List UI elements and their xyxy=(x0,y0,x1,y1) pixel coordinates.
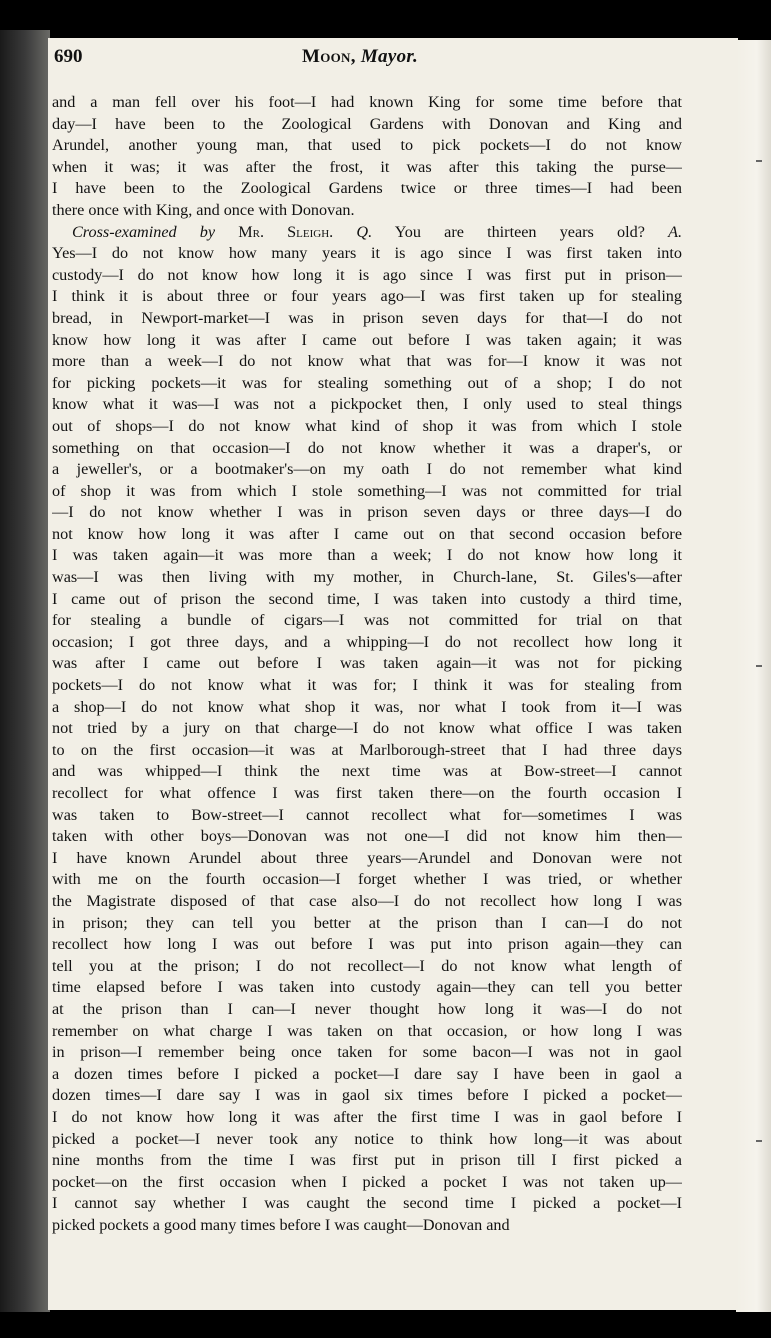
text-line: occasion; I got three days, and a whipping—I do not recollect how long it xyxy=(52,632,682,651)
counsel-name: Mr. Sleigh. xyxy=(238,222,334,241)
text-line: taken with other boys—Donovan was not one—I did not know him then— xyxy=(52,827,682,846)
text-line: I do not know how long it was after the first time I was in gaol before I xyxy=(52,1107,682,1126)
text-line: Yes—I do not know how many years it is ago since I was first taken into xyxy=(52,244,682,263)
text-line: know how long it was after I came out before I was taken again; it was xyxy=(52,330,682,349)
text-line: a dozen times before I picked a pocket—I dare say I have been in gaol a xyxy=(52,1064,682,1083)
page-number: 690 xyxy=(54,46,83,67)
text-line: I have been to the Zoological Gardens twice or three times—I had been xyxy=(52,179,682,198)
testimony-text xyxy=(52,92,682,1236)
text-line: of shop it was from which I stole something—I was not committed for trial xyxy=(52,481,682,500)
text-line: more than a week—I do not know what that was for—I know it was not xyxy=(52,352,682,371)
text-line: and a man fell over his foot—I had known King for some time before that xyxy=(52,93,682,111)
facing-page-edge xyxy=(736,40,771,1315)
edge-mark xyxy=(756,1140,762,1142)
text-line: time elapsed before I was taken into custody again—they can tell you better xyxy=(52,978,682,997)
text-line: pocket—on the first occasion when I picked a pocket I was not taken up— xyxy=(52,1172,682,1191)
text-line: for stealing a bundle of cigars—I was not committed for trial on that xyxy=(52,611,682,630)
text-line: picked pockets a good many times before I was caught—Donovan and xyxy=(52,1215,510,1234)
text-line: I came out of prison the second time, I was taken into custody a third time, xyxy=(52,589,682,608)
text-line: tell you at the prison; I do not recollect—I do not know what length of xyxy=(52,956,682,975)
text-line: was after I came out before I was taken again—it was not for picking xyxy=(52,654,682,673)
edge-mark xyxy=(756,665,762,667)
text-line: there once with King, and once with Donovan. xyxy=(52,200,355,219)
text-line: day—I have been to the Zoological Gardens with Donovan and King and xyxy=(52,114,682,133)
paragraph-answer xyxy=(52,243,682,1236)
text-line: custody—I do not know how long it is ago since I was first put in prison— xyxy=(52,265,682,284)
text-line: was—I was then living with my mother, in Church-lane, St. Giles's—after xyxy=(52,568,682,587)
text-line: for picking pockets—it was for stealing something out of a shop; I do not xyxy=(52,373,682,392)
text-line: something on that occasion—I do not know whether it was a draper's, or xyxy=(52,438,682,457)
answer-marker: A. xyxy=(668,222,682,241)
text-line: in prison; they can tell you better at the prison than I can—I do not xyxy=(52,913,682,932)
text-line: not know how long it was after I came out on that second occasion before xyxy=(52,524,682,543)
book-spine-shadow xyxy=(0,30,50,1320)
scan-border-bottom xyxy=(0,1312,771,1338)
text-line: a jeweller's, or a bootmaker's—on my oath I do not remember what kind xyxy=(52,460,682,479)
text-line: in prison—I remember being once taken for some bacon—I was not in gaol xyxy=(52,1043,682,1062)
text-line: I cannot say whether I was caught the second time I picked a pocket—I xyxy=(52,1194,682,1213)
edge-mark xyxy=(756,160,762,162)
text-line: dozen times—I dare say I was in gaol six times before I picked a pocket— xyxy=(52,1086,682,1105)
text-line: not tried by a jury on that charge—I do not know what office I was taken xyxy=(52,719,682,738)
text-line: at the prison than I can—I never thought how long it was—I do not xyxy=(52,999,682,1018)
text-line: I think it is about three or four years ago—I was first taken up for stealing xyxy=(52,287,682,306)
cross-examination-line xyxy=(52,222,682,244)
text-line: out of shops—I do not know what kind of shop it was from which I stole xyxy=(52,416,682,435)
text-line: know what it was—I was not a pickpocket then, I only used to steal things xyxy=(52,395,682,414)
cross-examined-label: Cross-examined by xyxy=(72,222,216,241)
text-line: nine months from the time I was first put in prison till I first picked a xyxy=(52,1151,682,1170)
text-line: recollect how long I was out before I was put into prison again—they can xyxy=(52,935,682,954)
text-line: I have known Arundel about three years—Arundel and Donovan were not xyxy=(52,848,682,867)
text-line: with me on the fourth occasion—I forget whether I was tried, or whether xyxy=(52,870,682,889)
text-line: the Magistrate disposed of that case also—I do not recollect how long I was xyxy=(52,891,682,910)
paragraph-continuation xyxy=(52,92,682,222)
text-line: and was whipped—I think the next time was at Bow-street—I cannot xyxy=(52,762,682,781)
question-marker: Q. xyxy=(356,222,373,241)
text-line: pockets—I do not know what it was for; I think it was for stealing from xyxy=(52,676,682,695)
text-line: when it was; it was after the frost, it was after this taking the purse— xyxy=(52,157,682,176)
text-line: I was taken again—it was more than a week; I do not know how long it xyxy=(52,546,682,565)
page-header xyxy=(54,46,654,76)
running-head-name: Moon, xyxy=(302,46,356,67)
text-line: was taken to Bow-street—I cannot recollect what for—sometimes I was xyxy=(52,805,682,824)
text-line: to on the first occasion—it was at Marlborough-street that I had three days xyxy=(52,740,682,759)
running-head xyxy=(302,46,418,68)
text-line: remember on what charge I was taken on that occasion, or how long I was xyxy=(52,1021,682,1040)
text-line: bread, in Newport-market—I was in prison seven days for that—I do not xyxy=(52,308,682,327)
question-text: You are thirteen years old? xyxy=(394,222,645,241)
text-line: a shop—I do not know what shop it was, nor what I took from it—I was xyxy=(52,697,682,716)
text-line: —I do not know whether I was in prison seven days or three days—I do xyxy=(52,503,682,522)
text-line: picked a pocket—I never took any notice to think how long—it was about xyxy=(52,1129,682,1148)
text-line: recollect for what offence I was first taken there—on the fourth occasion I xyxy=(52,784,682,802)
text-line: Arundel, another young man, that used to pick pockets—I do not know xyxy=(52,136,682,155)
running-head-title: Mayor. xyxy=(360,46,419,67)
